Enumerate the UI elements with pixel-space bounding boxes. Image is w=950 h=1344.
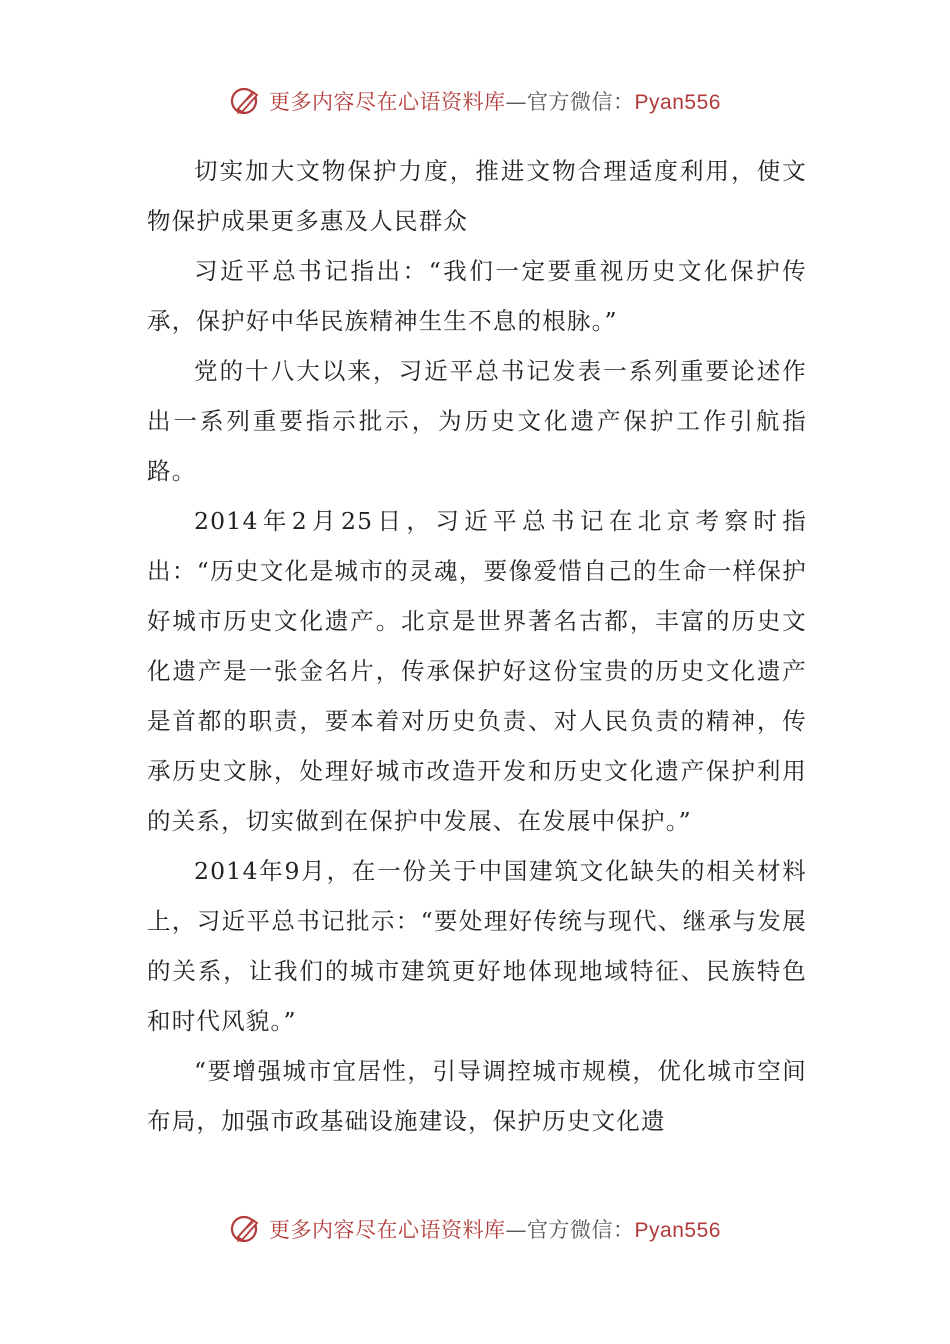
watermark-site: 更多内容尽在心语资料库	[269, 1218, 506, 1242]
paragraph: 习近平总书记指出：“我们一定要重视历史文化保护传承，保护好中华民族精神生生不息的根脉。”	[147, 257, 807, 335]
watermark-dash: —	[505, 90, 528, 114]
watermark-header	[0, 84, 950, 118]
watermark-label: 官方微信：	[527, 90, 635, 114]
watermark-label: 官方微信：	[527, 1218, 635, 1242]
pen-circle-logo-icon	[229, 84, 263, 118]
watermark-dash: —	[505, 1218, 528, 1242]
watermark-id: Pyan556	[634, 91, 721, 114]
paragraph: 2014年2月25日，习近平总书记在北京考察时指出：“历史文化是城市的灵魂，要像爱惜自己的生命一样保护好城市历史文化遗产。北京是世界著名古都，丰富的历史文化遗产是一张金名片，传承保护好这份宝贵的历史文化遗产是首都的职责，要本着对历史负责、对人民负责的精神，传承历史文脉，处理好城市改造开发和历史文化遗产保护利用的关系，切实做到在保护中发展、在发展中保护。”	[147, 507, 807, 835]
paragraph: 2014年9月，在一份关于中国建筑文化缺失的相关材料上，习近平总书记批示：“要处理好传统与现代、继承与发展的关系，让我们的城市建筑更好地体现地域特征、民族特色和时代风貌。”	[147, 857, 807, 1035]
watermark-site: 更多内容尽在心语资料库	[269, 90, 506, 114]
paragraph: “要增强城市宜居性，引导调控城市规模，优化城市空间布局，加强市政基础设施建设，保护历史文化遗	[147, 1057, 807, 1135]
paragraph: 切实加大文物保护力度，推进文物合理适度利用，使文物保护成果更多惠及人民群众	[147, 157, 807, 235]
article-body	[147, 146, 807, 1146]
pen-circle-logo-icon	[229, 1212, 263, 1246]
watermark-id: Pyan556	[634, 1219, 721, 1242]
paragraph: 党的十八大以来，习近平总书记发表一系列重要论述作出一系列重要指示批示，为历史文化遗产保护工作引航指路。	[147, 357, 807, 485]
watermark-footer	[0, 1212, 950, 1246]
